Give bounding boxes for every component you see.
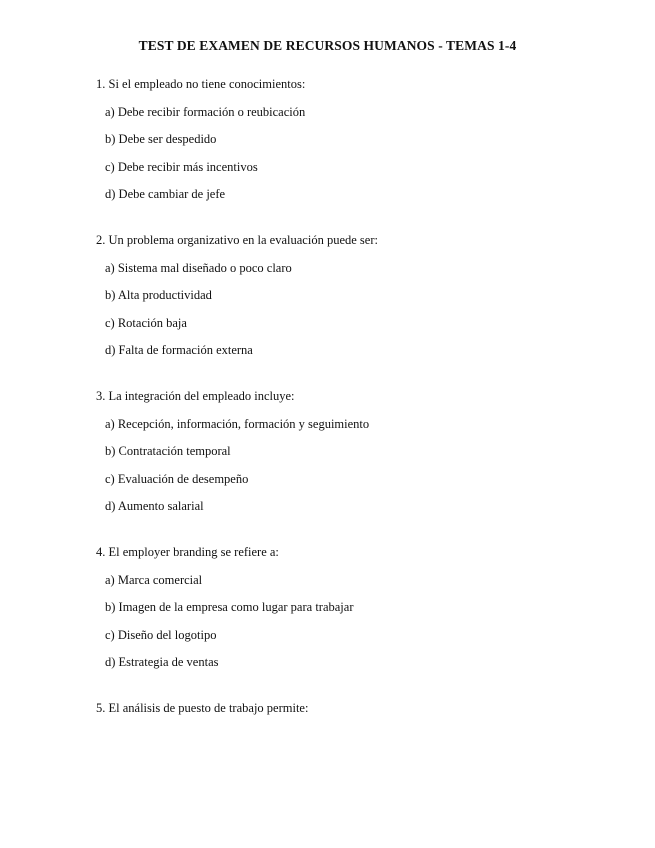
option-a: a) Debe recibir formación o reubicación — [105, 104, 306, 119]
option-a: a) Marca comercial — [105, 572, 203, 587]
question-5 — [96, 699, 596, 717]
option-a: a) Recepción, información, formación y seguimiento — [105, 416, 370, 431]
question-text: 4. El employer branding se refiere a: — [96, 545, 279, 559]
option-list — [96, 259, 596, 360]
option-a: a) Sistema mal diseñado o poco claro — [105, 260, 292, 275]
question-text: 2. Un problema organizativo en la evaluación puede ser: — [96, 233, 378, 247]
option-d: d) Estrategia de ventas — [105, 655, 219, 669]
option-c: c) Debe recibir más incentivos — [105, 159, 258, 174]
option-b: b) Debe ser despedido — [105, 132, 217, 146]
option-list — [96, 103, 596, 204]
option-d: d) Debe cambiar de jefe — [105, 187, 226, 201]
question-text: 1. Si el empleado no tiene conocimientos: — [96, 77, 306, 91]
question-4 — [96, 543, 596, 671]
question-2 — [96, 231, 596, 359]
question-text: 3. La integración del empleado incluye: — [96, 389, 295, 403]
option-b: b) Contratación temporal — [105, 444, 231, 458]
option-c: c) Diseño del logotipo — [105, 627, 217, 642]
option-b: b) Imagen de la empresa como lugar para trabajar — [105, 600, 354, 614]
option-list — [96, 571, 596, 672]
option-d: d) Falta de formación externa — [105, 343, 253, 357]
question-3 — [96, 387, 596, 515]
question-text: 5. El análisis de puesto de trabajo permite: — [96, 701, 309, 715]
option-c: c) Evaluación de desempeño — [105, 471, 249, 486]
document-title: TEST DE EXAMEN DE RECURSOS HUMANOS - TEMAS 1-4 — [138, 38, 517, 53]
question-1 — [96, 75, 596, 203]
option-d: d) Aumento salarial — [105, 499, 204, 513]
question-list — [96, 75, 596, 727]
option-list — [96, 415, 596, 516]
option-c: c) Rotación baja — [105, 315, 187, 330]
option-b: b) Alta productividad — [105, 288, 212, 302]
